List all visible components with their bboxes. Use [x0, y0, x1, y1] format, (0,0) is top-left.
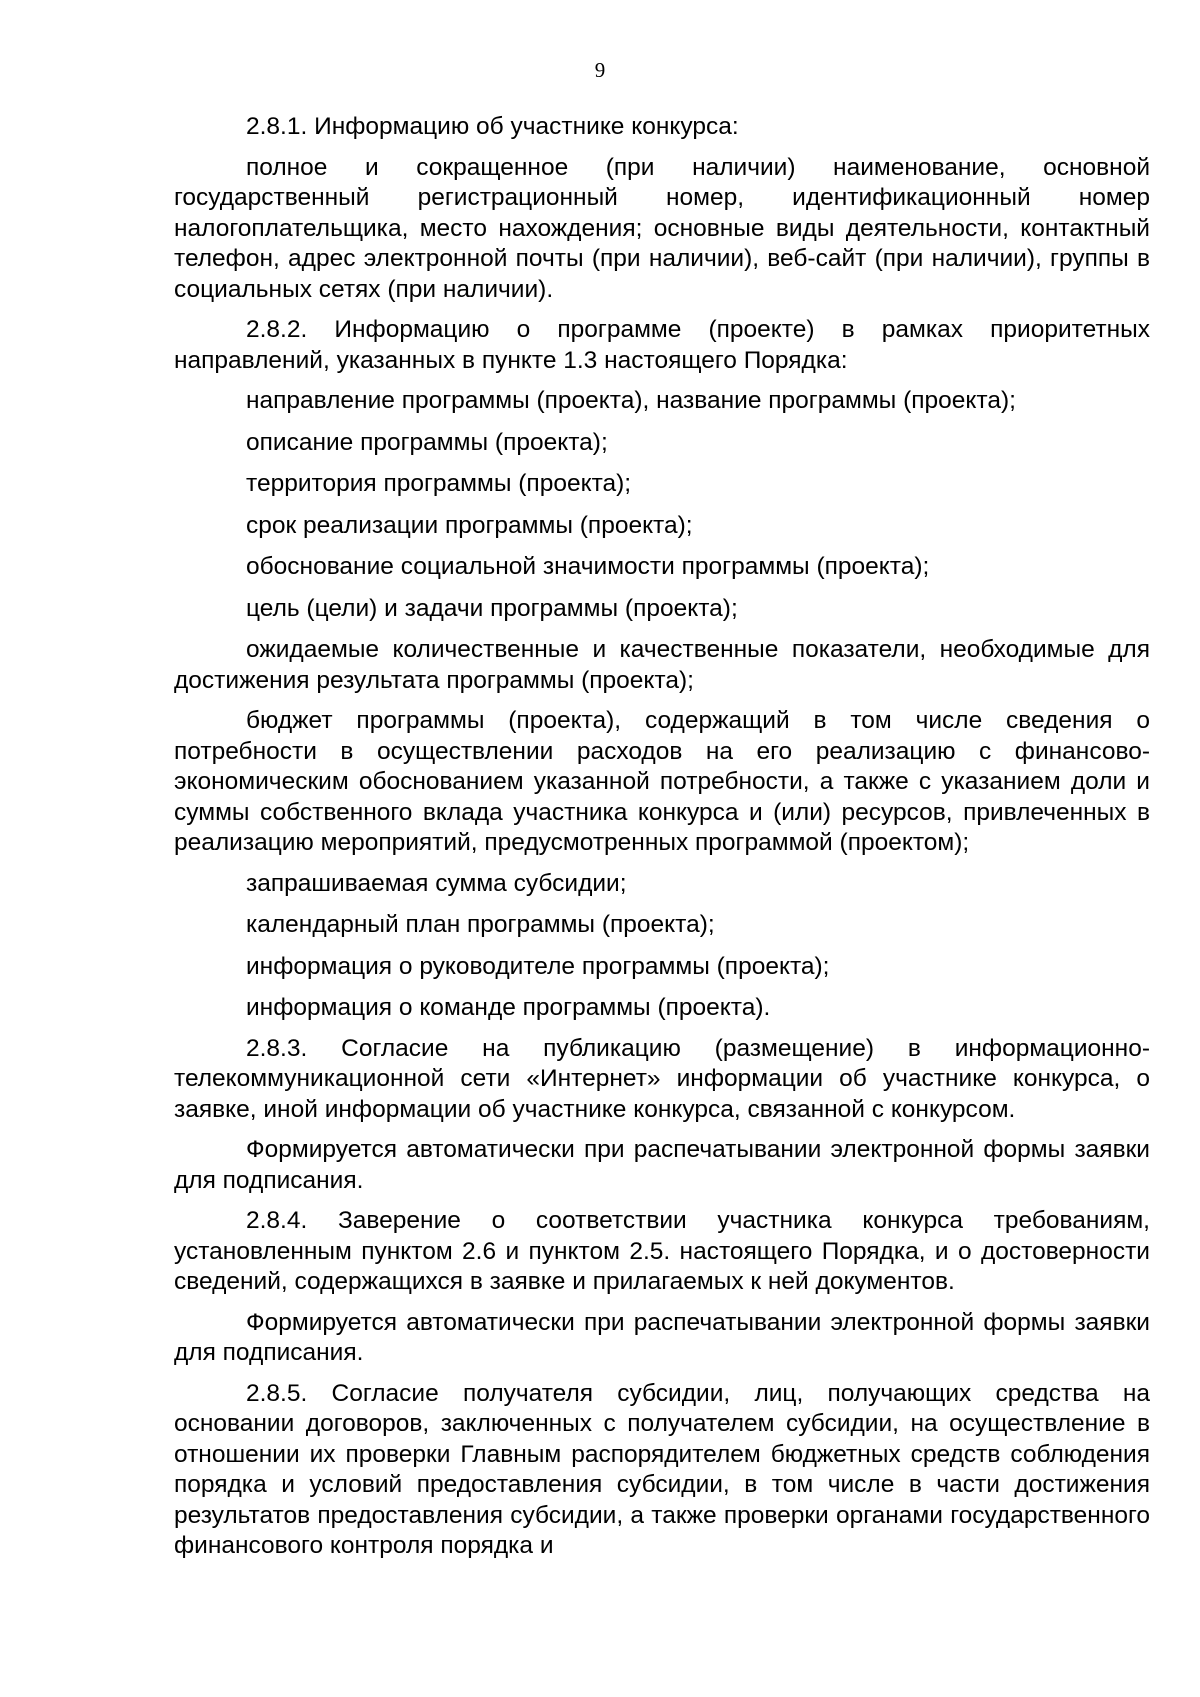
- list-item: запрашиваемая сумма субсидии;: [246, 869, 627, 897]
- paragraph-2-8-1: 2.8.1. Информацию об участнике конкурса:: [246, 113, 739, 140]
- document-body: [174, 112, 1150, 1572]
- list-item: описание программы (проекта);: [246, 428, 608, 456]
- list-item: информация о команде программы (проекта).: [246, 994, 771, 1021]
- list-item: срок реализации программы (проекта);: [246, 511, 693, 539]
- list-item: ожидаемые количественные и качественные показатели, необходимые для достижения результата программы (проекта);: [174, 636, 1150, 694]
- paragraph-auto-note: Формируется автоматически при распечатывании электронной формы заявки для подписания.: [174, 1308, 1150, 1366]
- paragraph-participant-details: полное и сокращенное (при наличии) наименование, основной государственный регистрационный номер, идентификационный номер налогоплательщика, место нахождения; основные виды деятельности, контактный телефон, адрес электронной почты (при наличии), веб-сайт (при наличии), группы в социальных сетях (при наличии).: [174, 153, 1150, 303]
- list-item: территория программы (проекта);: [246, 470, 632, 497]
- list-item: информация о руководителе программы (проекта);: [246, 952, 830, 980]
- page-number: 9: [594, 58, 606, 82]
- paragraph-auto-note: Формируется автоматически при распечатывании электронной формы заявки для подписания.: [174, 1136, 1150, 1194]
- paragraph-2-8-5: 2.8.5. Согласие получателя субсидии, лиц, получающих средства на основании договоров, заключенных с получателем субсидии, на осуществление в отношении их проверки Главным распорядителем бюджетных средств соблюдения порядка и условий предоставления субсидии, в том числе в части достижения результатов предоставления субсидии, а также проверки органами государственного финансового контроля порядка и: [174, 1379, 1150, 1559]
- list-item: цель (цели) и задачи программы (проекта);: [246, 594, 738, 622]
- paragraph-2-8-3: 2.8.3. Согласие на публикацию (размещение) в информационно-телекоммуникационной сети «Интернет» информации об участнике конкурса, о заявке, иной информации об участнике конкурса, связанной с конкурсом.: [174, 1034, 1150, 1123]
- list-item: бюджет программы (проекта), содержащий в том числе сведения о потребности в осуществлении расходов на его реализацию с финансово-экономическим обоснованием указанной потребности, а также с указанием доли и суммы собственного вклада участника конкурса и (или) ресурсов, привлеченных в реализацию мероприятий, предусмотренных программой (проектом);: [174, 707, 1150, 856]
- list-item: направление программы (проекта), название программы (проекта);: [246, 387, 1016, 414]
- paragraph-2-8-2: 2.8.2. Информацию о программе (проекте) в рамках приоритетных направлений, указанных в пункте 1.3 настоящего Порядка:: [174, 316, 1150, 374]
- paragraph-2-8-4: 2.8.4. Заверение о соответствии участника конкурса требованиям, установленным пунктом 2.6 и пунктом 2.5. настоящего Порядка, и о достоверности сведений, содержащихся в заявке и прилагаемых к ней документов.: [174, 1207, 1150, 1295]
- list-item: обоснование социальной значимости программы (проекта);: [246, 553, 930, 580]
- list-item: календарный план программы (проекта);: [246, 911, 715, 938]
